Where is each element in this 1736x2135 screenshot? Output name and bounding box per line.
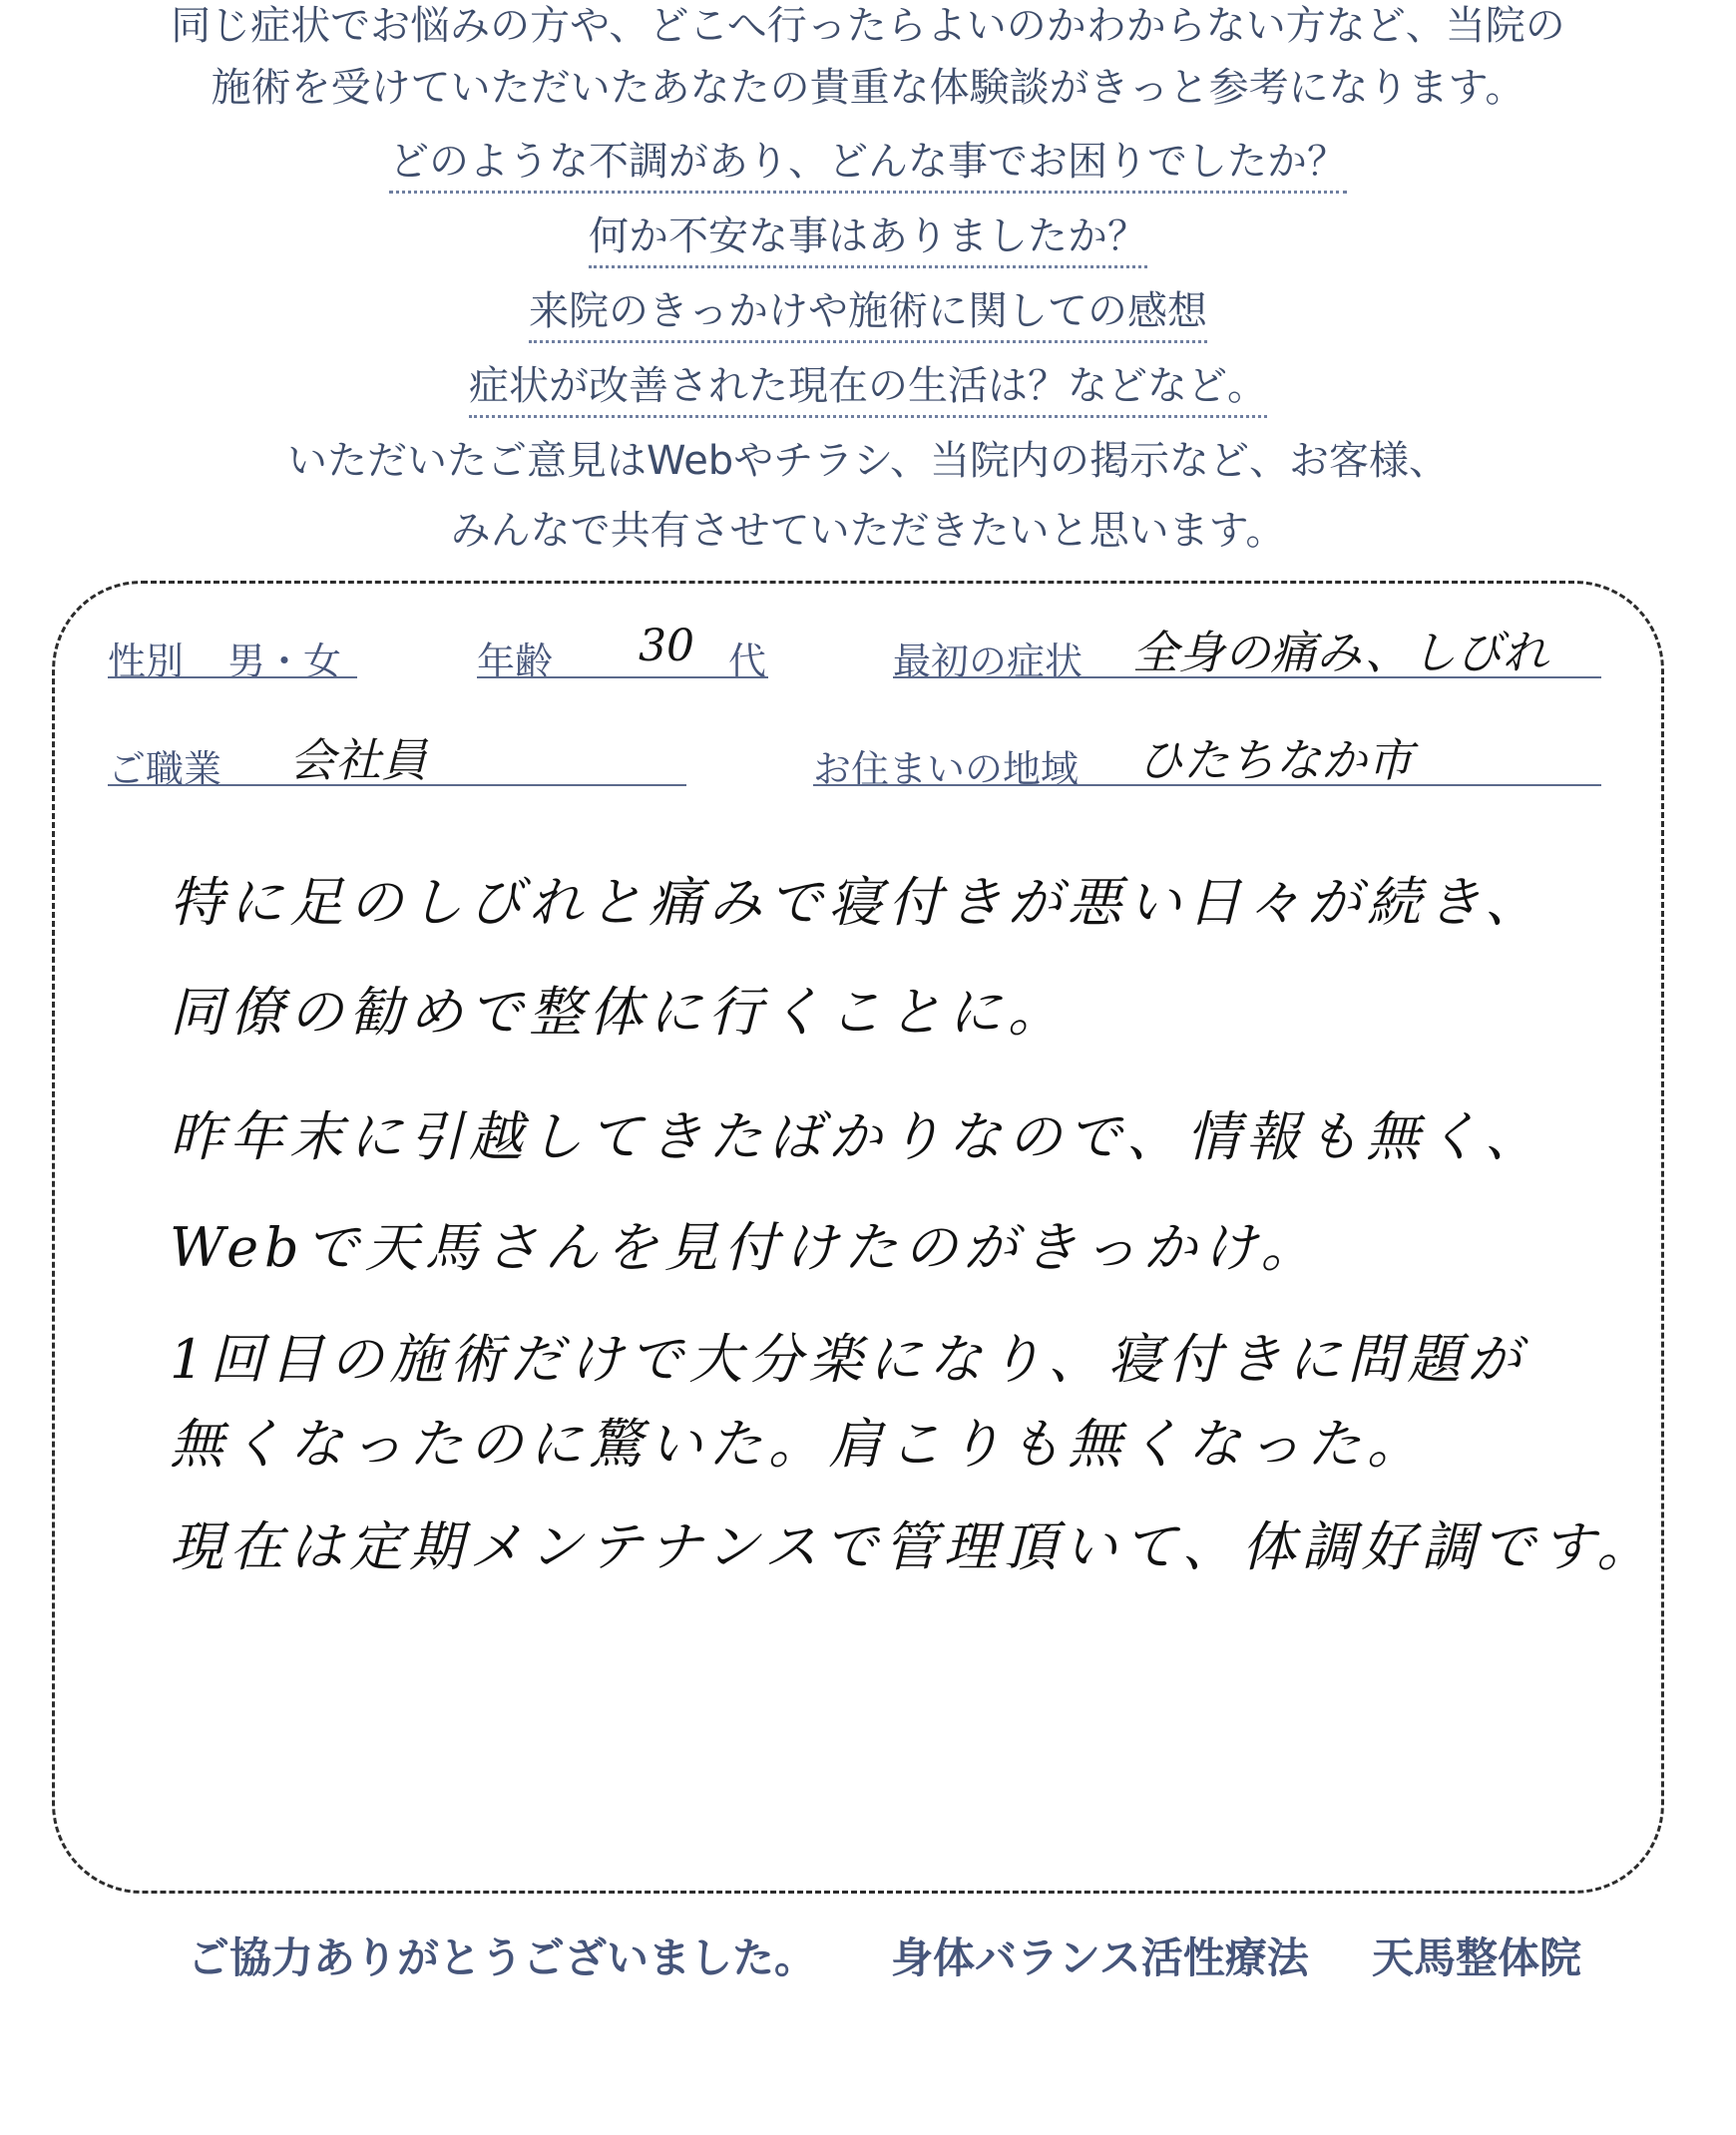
question-1: どのような不調があり、どんな事でお困りでしたか？ xyxy=(389,130,1347,194)
footer-clinic: 天馬整体院 xyxy=(1372,1933,1582,1982)
footer-thanks: ご協力ありがとうございました。 xyxy=(188,1933,817,1982)
job-underline xyxy=(108,784,686,786)
testimonial-line-5: 1回目の施術だけで大分楽になり、寝付きに問題が xyxy=(170,1328,1527,1391)
gender-label: 性別 xyxy=(108,640,185,683)
testimonial-line-4: Webで天馬さんを見付けたのがきっかけ。 xyxy=(170,1216,1321,1279)
intro-line-1: 同じ症状でお悩みの方や、どこへ行ったらよいのかわからない方など、当院の xyxy=(171,3,1565,49)
testimonial-line-2: 同僚の勧めで整体に行くことに。 xyxy=(170,981,1068,1044)
testimonial-line-6: 無くなったのに驚いた。肩こりも無くなった。 xyxy=(170,1413,1427,1476)
age-suffix: 代 xyxy=(728,640,767,683)
job-label: ご職業 xyxy=(108,747,222,791)
question-3: 来院のきっかけや施術に関しての感想 xyxy=(529,279,1207,343)
gender-options: 男・女 xyxy=(227,640,342,683)
testimonial-line-3: 昨年末に引越してきたばかりなので、情報も無く、 xyxy=(170,1105,1544,1168)
area-value: ひたちなか市 xyxy=(1137,733,1413,787)
closing-line-2: みんなで共有させていただきたいと思います。 xyxy=(450,508,1286,554)
question-1-row xyxy=(0,130,1736,194)
age-value: 30 xyxy=(639,621,694,671)
symptom-label: 最初の症状 xyxy=(893,640,1084,683)
gender-underline xyxy=(108,676,357,678)
area-underline xyxy=(813,784,1601,786)
question-4-row xyxy=(0,354,1736,418)
intro-line-2: 施術を受けていただいたあなたの貴重な体験談がきっと参考になります。 xyxy=(211,65,1525,111)
question-4: 症状が改善された現在の生活は？などなど。 xyxy=(469,354,1267,418)
question-2-row xyxy=(0,205,1736,268)
symptom-value: 全身の痛み、しびれ xyxy=(1132,626,1548,679)
age-label: 年齢 xyxy=(477,640,554,683)
area-label: お住まいの地域 xyxy=(813,747,1080,791)
question-3-row xyxy=(0,279,1736,343)
age-underline xyxy=(477,676,768,678)
symptom-underline xyxy=(893,676,1601,678)
footer-method: 身体バランス活性療法 xyxy=(891,1933,1309,1982)
job-value: 会社員 xyxy=(289,733,427,787)
closing-line-1: いただいたご意見はWebやチラシ、当院内の掲示など、お客様、 xyxy=(286,438,1449,484)
testimonial-line-1: 特に足のしびれと痛みで寝付きが悪い日々が続き、 xyxy=(170,871,1544,934)
testimonial-line-7: 現在は定期メンテナンスで管理頂いて、体調好調です。 xyxy=(170,1515,1657,1578)
question-2: 何か不安な事はありましたか？ xyxy=(589,205,1147,268)
